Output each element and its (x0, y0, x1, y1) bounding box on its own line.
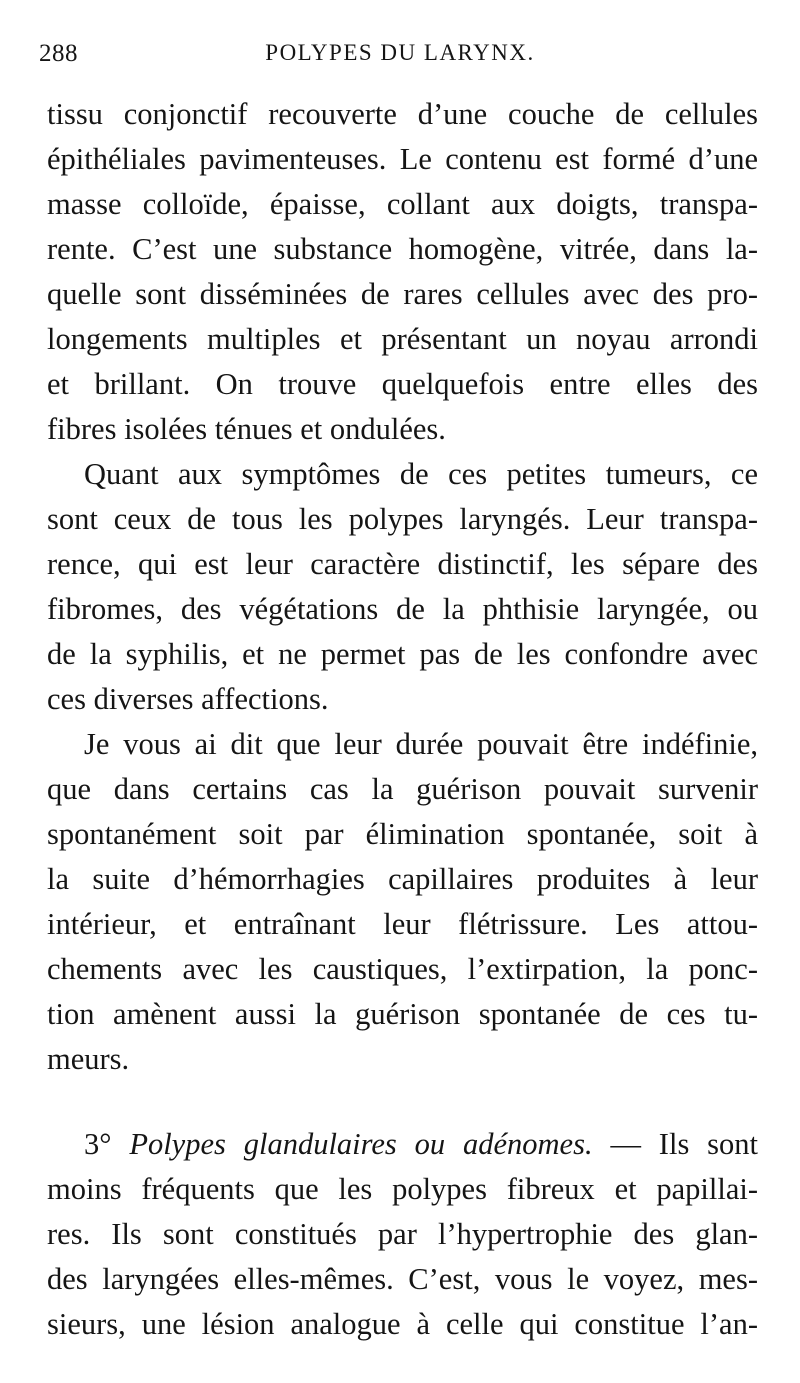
text-line: chements avec les caustiques, l’extirpation, la ponc- (47, 952, 758, 986)
running-title: POLYPES DU LARYNX. (265, 40, 535, 65)
text-line: intérieur, et entraînant leur flétrissure. Les attou- (47, 907, 758, 941)
section-title: Polypes glandulaires ou adénomes. (129, 1127, 593, 1161)
text-line: spontanément soit par élimination spontanée, soit à (47, 817, 758, 851)
text-line: longements multiples et présentant un noyau arrondi (47, 322, 758, 356)
text-line: que dans certains cas la guérison pouvait survenir (47, 772, 758, 806)
page-header (0, 40, 800, 80)
text-line: fibromes, des végétations de la phthisie laryngée, ou (47, 592, 758, 626)
text-line: tissu conjonctif recouverte d’une couche de cellules (47, 97, 758, 131)
text-line: fibres isolées ténues et ondulées. (47, 412, 446, 446)
text-line: meurs. (47, 1042, 130, 1076)
text-line: de la syphilis, et ne permet pas de les confondre avec (47, 637, 758, 671)
paragraph-start-line: Quant aux symptômes de ces petites tumeurs, ce (84, 457, 758, 491)
text-line: la suite d’hémorrhagies capillaires produites à leur (47, 862, 758, 896)
text-line: ces diverses affections. (47, 682, 329, 716)
text-line: sieurs, une lésion analogue à celle qui constitue l’an- (47, 1307, 758, 1341)
section-lead-text: — Ils sont (610, 1127, 759, 1161)
text-line: sont ceux de tous les polypes laryngés. Leur transpa- (47, 502, 758, 536)
paragraph-start-line: Je vous ai dit que leur durée pouvait être indéfinie, (84, 727, 758, 761)
text-line: rente. C’est une substance homogène, vitrée, dans la- (47, 232, 758, 266)
text-line: moins fréquents que les polypes fibreux et papillai- (47, 1172, 758, 1206)
page-number: 288 (39, 40, 78, 67)
text-line: masse colloïde, épaisse, collant aux doigts, transpa- (47, 187, 758, 221)
text-line: épithéliales pavimenteuses. Le contenu est formé d’une (47, 142, 758, 176)
text-line: rence, qui est leur caractère distinctif, les sépare des (47, 547, 758, 581)
section-number: 3° (84, 1127, 112, 1161)
text-line: des laryngées elles-mêmes. C’est, vous le voyez, mes- (47, 1262, 758, 1296)
text-line: tion amènent aussi la guérison spontanée de ces tu- (47, 997, 758, 1031)
text-line: et brillant. On trouve quelquefois entre elles des (47, 367, 758, 401)
text-line: res. Ils sont constitués par l’hypertrophie des glan- (47, 1217, 758, 1251)
section-heading-line (84, 1122, 758, 1166)
text-line: quelle sont disséminées de rares cellules avec des pro- (47, 277, 758, 311)
